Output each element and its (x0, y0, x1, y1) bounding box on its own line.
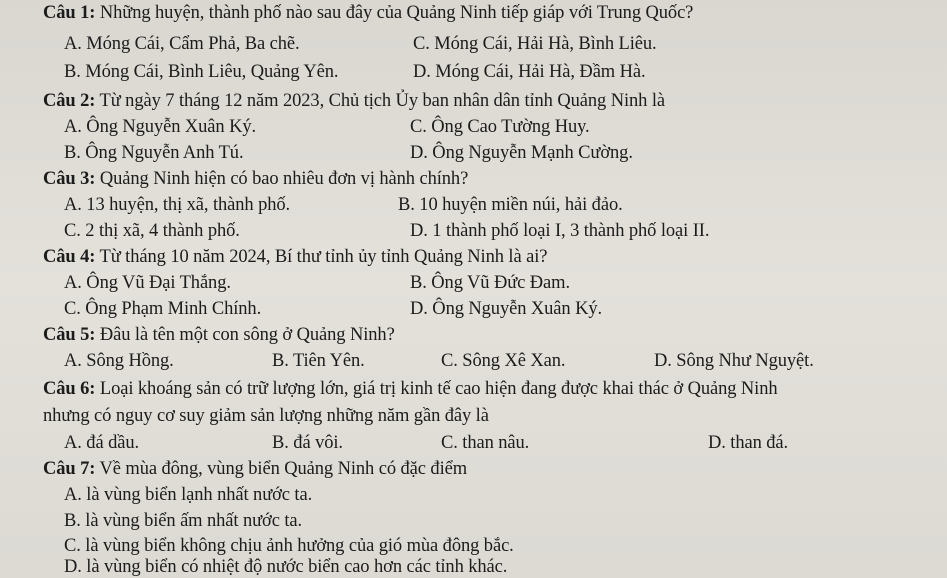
question-2-option-c: C. Ông Cao Tường Huy. (410, 117, 590, 137)
question-6-label: Câu 6: (43, 379, 96, 399)
question-4-option-a: A. Ông Vũ Đại Thắng. (64, 273, 231, 293)
question-7 (43, 458, 467, 480)
question-6-option-b: B. đá vôi. (272, 433, 343, 453)
question-3-label: Câu 3: (43, 169, 96, 189)
question-6-option-d: D. than đá. (708, 433, 789, 453)
question-2-text: Từ ngày 7 tháng 12 năm 2023, Chủ tịch Ủy ban nhân dân tỉnh Quảng Ninh là (95, 91, 665, 111)
question-7-label: Câu 7: (43, 459, 96, 479)
question-2-label: Câu 2: (43, 91, 96, 111)
question-2 (43, 90, 665, 112)
question-7-option-a: A. là vùng biển lạnh nhất nước ta. (64, 485, 313, 505)
question-7-option-c: C. là vùng biển không chịu ảnh hưởng của gió mùa đông bắc. (64, 536, 514, 556)
question-2-option-d: D. Ông Nguyễn Mạnh Cường. (410, 143, 633, 163)
question-4-text: Từ tháng 10 năm 2024, Bí thư tỉnh ủy tỉnh Quảng Ninh là ai? (95, 247, 548, 267)
question-5-option-b: B. Tiên Yên. (272, 351, 365, 371)
question-7-text: Về mùa đông, vùng biển Quảng Ninh có đặc điểm (95, 459, 468, 479)
question-1 (43, 2, 693, 24)
question-5-option-c: C. Sông Xê Xan. (441, 351, 566, 371)
question-4-option-b: B. Ông Vũ Đức Đam. (410, 273, 570, 293)
question-5-label: Câu 5: (43, 325, 96, 345)
question-5-option-a: A. Sông Hồng. (64, 351, 174, 371)
question-4-option-c: C. Ông Phạm Minh Chính. (64, 299, 262, 319)
question-3 (43, 168, 468, 190)
question-1-option-c: C. Móng Cái, Hải Hà, Bình Liêu. (413, 34, 657, 54)
question-3-text: Quảng Ninh hiện có bao nhiêu đơn vị hành chính? (95, 169, 469, 189)
question-6-text-continued: nhưng có nguy cơ suy giảm sản lượng những năm gần đây là (43, 406, 489, 426)
question-7-option-d: D. là vùng biển có nhiệt độ nước biển cao hơn các tỉnh khác. (64, 557, 508, 577)
question-2-option-b: B. Ông Nguyễn Anh Tú. (64, 143, 244, 163)
question-1-option-b: B. Móng Cái, Bình Liêu, Quảng Yên. (64, 62, 339, 82)
question-6-text: Loại khoáng sản có trữ lượng lớn, giá trị kinh tế cao hiện đang được khai thác ở Quảng Ninh (95, 379, 778, 399)
question-3-option-a: A. 13 huyện, thị xã, thành phố. (64, 195, 291, 215)
question-6-option-c: C. than nâu. (441, 433, 530, 453)
question-2-option-a: A. Ông Nguyễn Xuân Ký. (64, 117, 257, 137)
question-4 (43, 246, 547, 268)
question-5-option-d: D. Sông Như Nguyệt. (654, 351, 814, 371)
question-3-option-b: B. 10 huyện miền núi, hải đảo. (398, 195, 623, 215)
question-4-label: Câu 4: (43, 247, 96, 267)
question-1-option-a: A. Móng Cái, Cẩm Phả, Ba chẽ. (64, 34, 300, 54)
question-6 (43, 378, 778, 400)
question-7-option-b: B. là vùng biển ấm nhất nước ta. (64, 511, 303, 531)
question-3-option-c: C. 2 thị xã, 4 thành phố. (64, 221, 240, 241)
question-5-text: Đâu là tên một con sông ở Quảng Ninh? (95, 325, 395, 345)
question-1-option-d: D. Móng Cái, Hải Hà, Đầm Hà. (413, 62, 646, 82)
question-4-option-d: D. Ông Nguyễn Xuân Ký. (410, 299, 603, 319)
question-6-option-a: A. đá dầu. (64, 433, 140, 453)
question-1-label: Câu 1: (43, 3, 96, 23)
question-5 (43, 324, 395, 346)
question-1-text: Những huyện, thành phố nào sau đây của Quảng Ninh tiếp giáp với Trung Quốc? (95, 3, 694, 23)
question-3-option-d: D. 1 thành phố loại I, 3 thành phố loại II. (410, 221, 710, 241)
